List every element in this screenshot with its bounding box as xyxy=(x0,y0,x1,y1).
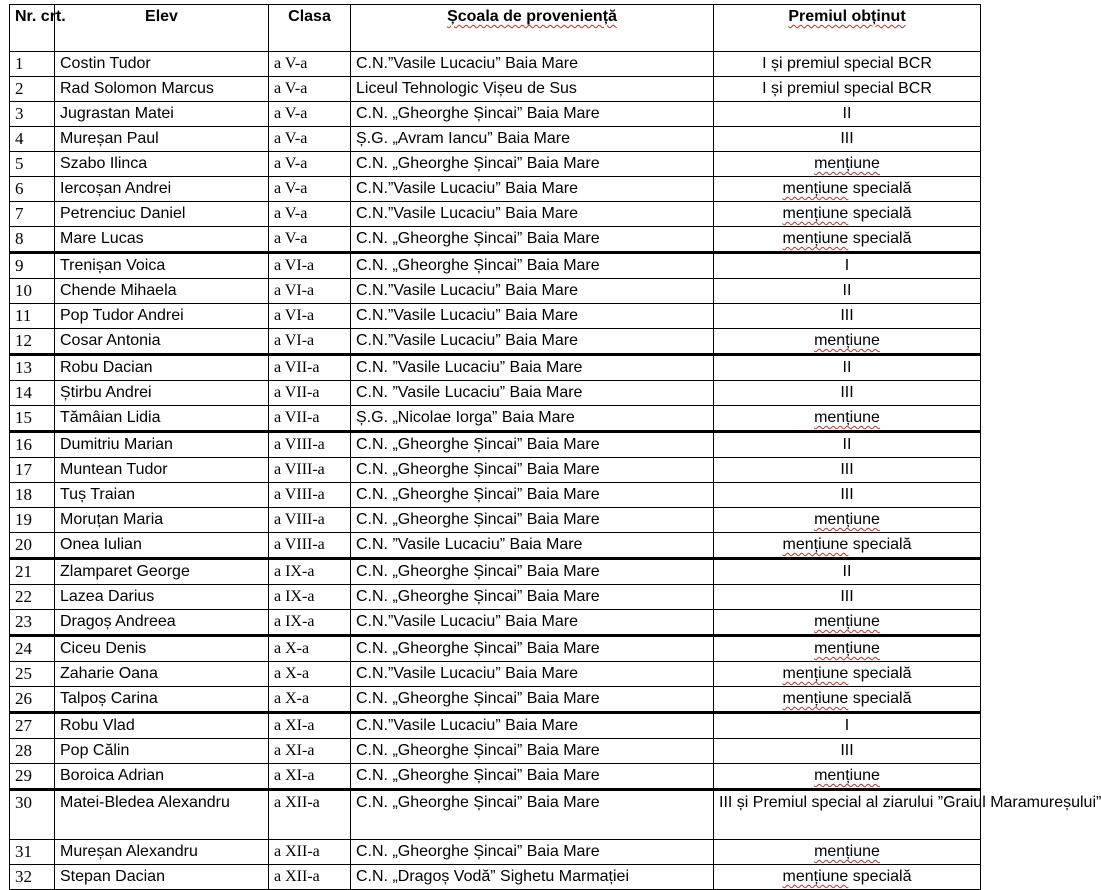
table-row xyxy=(10,687,981,713)
cell-school: C.N.”Vasile Lucaciu” Baia Mare xyxy=(351,304,714,329)
cell-student: Ciceu Denis xyxy=(55,636,269,662)
cell-student: Cosar Antonia xyxy=(55,329,269,355)
cell-school: C.N. „Gheorghe Șincai” Baia Mare xyxy=(351,152,714,177)
cell-prize: mențiune specială xyxy=(714,177,981,202)
cell-prize: III xyxy=(714,381,981,406)
cell-nr: 2 xyxy=(10,77,55,102)
header-nr: Nr. crt. xyxy=(10,5,55,52)
cell-class: a VII-a xyxy=(269,406,351,432)
cell-prize: III xyxy=(714,304,981,329)
table-row xyxy=(10,77,981,102)
cell-nr: 8 xyxy=(10,227,55,253)
cell-nr: 26 xyxy=(10,687,55,713)
cell-student: Mureșan Paul xyxy=(55,127,269,152)
cell-school: C.N. „Gheorghe Șincai” Baia Mare xyxy=(351,840,714,865)
cell-class: a IX-a xyxy=(269,610,351,636)
cell-prize: I xyxy=(714,253,981,279)
cell-prize: II xyxy=(714,355,981,381)
cell-class: a VIII-a xyxy=(269,432,351,458)
cell-class: a VI-a xyxy=(269,253,351,279)
cell-class: a XI-a xyxy=(269,713,351,739)
table-row xyxy=(10,127,981,152)
cell-class: a VIII-a xyxy=(269,508,351,533)
table-row xyxy=(10,355,981,381)
cell-student: Tuș Traian xyxy=(55,483,269,508)
cell-prize: I xyxy=(714,713,981,739)
cell-nr: 6 xyxy=(10,177,55,202)
cell-student: Muntean Tudor xyxy=(55,458,269,483)
cell-student: Mureșan Alexandru xyxy=(55,840,269,865)
cell-prize: II xyxy=(714,102,981,127)
cell-nr: 25 xyxy=(10,662,55,687)
cell-class: a IX-a xyxy=(269,585,351,610)
cell-nr: 20 xyxy=(10,533,55,559)
cell-prize: I și premiul special BCR xyxy=(714,52,981,77)
cell-nr: 16 xyxy=(10,432,55,458)
cell-prize: mențiune xyxy=(714,406,981,432)
cell-prize: mențiune specială xyxy=(714,533,981,559)
cell-nr: 21 xyxy=(10,559,55,585)
cell-school: C.N. „Gheorghe Șincai” Baia Mare xyxy=(351,687,714,713)
results-body xyxy=(10,52,1101,890)
cell-nr: 11 xyxy=(10,304,55,329)
table-row xyxy=(10,533,981,559)
cell-school: C.N.”Vasile Lucaciu” Baia Mare xyxy=(351,329,714,355)
cell-student: Chende Mihaela xyxy=(55,279,269,304)
cell-nr: 13 xyxy=(10,355,55,381)
cell-class: a VIII-a xyxy=(269,483,351,508)
cell-prize: mențiune specială xyxy=(714,227,981,253)
cell-nr: 23 xyxy=(10,610,55,636)
cell-nr: 28 xyxy=(10,739,55,764)
cell-school: Ș.G. „Nicolae Iorga” Baia Mare xyxy=(351,406,714,432)
cell-student: Mare Lucas xyxy=(55,227,269,253)
table-row xyxy=(10,253,981,279)
header-student: Elev xyxy=(55,5,269,52)
table-row xyxy=(10,764,981,790)
cell-nr: 7 xyxy=(10,202,55,227)
table-row xyxy=(10,508,981,533)
header-prize: Premiul obținut xyxy=(714,5,981,52)
cell-school: C.N. „Gheorghe Șincai” Baia Mare xyxy=(351,508,714,533)
cell-prize: mențiune xyxy=(714,508,981,533)
cell-school: C.N. „Gheorghe Șincai” Baia Mare xyxy=(351,636,714,662)
cell-student: Stepan Dacian xyxy=(55,865,269,890)
cell-student: Jugrastan Matei xyxy=(55,102,269,127)
cell-nr: 10 xyxy=(10,279,55,304)
table-row xyxy=(10,713,981,739)
cell-prize: mențiune specială xyxy=(714,202,981,227)
table-row xyxy=(10,610,981,636)
cell-school: C.N. „Gheorghe Șincai” Baia Mare xyxy=(351,102,714,127)
cell-student: Petrenciuc Daniel xyxy=(55,202,269,227)
cell-student: Talpoș Carina xyxy=(55,687,269,713)
table-row xyxy=(10,662,981,687)
cell-school: C.N.”Vasile Lucaciu” Baia Mare xyxy=(351,177,714,202)
cell-school: C.N. ”Vasile Lucaciu” Baia Mare xyxy=(351,381,714,406)
table-row xyxy=(10,279,981,304)
table-row xyxy=(10,406,981,432)
table-row xyxy=(10,202,981,227)
cell-nr: 19 xyxy=(10,508,55,533)
cell-student: Zaharie Oana xyxy=(55,662,269,687)
table-row xyxy=(10,304,981,329)
cell-student: Matei-Bledea Alexandru xyxy=(55,790,269,840)
cell-school: C.N. „Gheorghe Șincai” Baia Mare xyxy=(351,432,714,458)
header-row xyxy=(10,5,981,52)
cell-class: a VI-a xyxy=(269,329,351,355)
cell-class: a VIII-a xyxy=(269,533,351,559)
table-row xyxy=(10,458,981,483)
cell-student: Onea Iulian xyxy=(55,533,269,559)
cell-prize: mențiune xyxy=(714,840,981,865)
header-class: Clasa xyxy=(269,5,351,52)
cell-nr: 31 xyxy=(10,840,55,865)
results-table xyxy=(9,4,1101,890)
cell-student: Costin Tudor xyxy=(55,52,269,77)
cell-school: C.N. „Gheorghe Șincai” Baia Mare xyxy=(351,739,714,764)
table-row xyxy=(10,152,981,177)
cell-school: C.N. „Gheorghe Șincai” Baia Mare xyxy=(351,790,714,840)
cell-class: a V-a xyxy=(269,102,351,127)
cell-class: a XI-a xyxy=(269,764,351,790)
cell-school: C.N. „Gheorghe Șincai” Baia Mare xyxy=(351,559,714,585)
cell-student: Pop Tudor Andrei xyxy=(55,304,269,329)
cell-class: a V-a xyxy=(269,202,351,227)
cell-class: a VII-a xyxy=(269,355,351,381)
cell-class: a X-a xyxy=(269,662,351,687)
cell-student: Tămâian Lidia xyxy=(55,406,269,432)
cell-nr: 15 xyxy=(10,406,55,432)
table-row xyxy=(10,329,981,355)
cell-class: a V-a xyxy=(269,152,351,177)
cell-school: C.N.”Vasile Lucaciu” Baia Mare xyxy=(351,713,714,739)
cell-school: C.N.”Vasile Lucaciu” Baia Mare xyxy=(351,610,714,636)
cell-student: Lazea Darius xyxy=(55,585,269,610)
cell-school: C.N. „Dragoș Vodă” Sighetu Marmației xyxy=(351,865,714,890)
cell-prize: III xyxy=(714,127,981,152)
cell-class: a XI-a xyxy=(269,739,351,764)
cell-student: Moruțan Maria xyxy=(55,508,269,533)
cell-nr: 9 xyxy=(10,253,55,279)
cell-nr: 32 xyxy=(10,865,55,890)
table-row xyxy=(10,840,981,865)
cell-student: Boroica Adrian xyxy=(55,764,269,790)
cell-prize: III xyxy=(714,585,981,610)
table-row xyxy=(10,636,981,662)
cell-student: Iercoșan Andrei xyxy=(55,177,269,202)
cell-student: Robu Dacian xyxy=(55,355,269,381)
cell-nr: 4 xyxy=(10,127,55,152)
cell-class: a X-a xyxy=(269,687,351,713)
cell-school: C.N. „Gheorghe Șincai” Baia Mare xyxy=(351,764,714,790)
cell-nr: 22 xyxy=(10,585,55,610)
table-row xyxy=(10,52,981,77)
cell-prize: III xyxy=(714,483,981,508)
cell-student: Robu Vlad xyxy=(55,713,269,739)
cell-school: C.N.”Vasile Lucaciu” Baia Mare xyxy=(351,662,714,687)
cell-nr: 5 xyxy=(10,152,55,177)
cell-prize: III xyxy=(714,739,981,764)
cell-school: C.N. ”Vasile Lucaciu” Baia Mare xyxy=(351,355,714,381)
cell-prize: II xyxy=(714,559,981,585)
table-row xyxy=(10,102,981,127)
table-row xyxy=(10,559,981,585)
cell-class: a V-a xyxy=(269,177,351,202)
header-school: Școala de proveniență xyxy=(351,5,714,52)
cell-student: Rad Solomon Marcus xyxy=(55,77,269,102)
cell-class: a V-a xyxy=(269,77,351,102)
cell-student: Pop Călin xyxy=(55,739,269,764)
cell-class: a VI-a xyxy=(269,304,351,329)
cell-prize: mențiune specială xyxy=(714,687,981,713)
table-row xyxy=(10,227,981,253)
cell-school: C.N. „Gheorghe Șincai” Baia Mare xyxy=(351,458,714,483)
cell-prize: III și Premiul special al ziarului ”Graiul Maramureșului” xyxy=(714,790,981,840)
cell-prize: I și premiul special BCR xyxy=(714,77,981,102)
cell-nr: 29 xyxy=(10,764,55,790)
table-row xyxy=(10,432,981,458)
cell-school: C.N. „Gheorghe Șincai” Baia Mare xyxy=(351,253,714,279)
cell-class: a VII-a xyxy=(269,381,351,406)
cell-student: Știrbu Andrei xyxy=(55,381,269,406)
cell-school: C.N.”Vasile Lucaciu” Baia Mare xyxy=(351,52,714,77)
cell-student: Szabo Ilinca xyxy=(55,152,269,177)
cell-prize: II xyxy=(714,432,981,458)
cell-prize: mențiune specială xyxy=(714,662,981,687)
cell-nr: 24 xyxy=(10,636,55,662)
table-row xyxy=(10,585,981,610)
cell-nr: 1 xyxy=(10,52,55,77)
cell-prize: mențiune xyxy=(714,610,981,636)
cell-class: a X-a xyxy=(269,636,351,662)
cell-nr: 12 xyxy=(10,329,55,355)
cell-prize: II xyxy=(714,279,981,304)
cell-student: Zlamparet George xyxy=(55,559,269,585)
cell-student: Trenișan Voica xyxy=(55,253,269,279)
cell-class: a XII-a xyxy=(269,865,351,890)
cell-school: C.N.”Vasile Lucaciu” Baia Mare xyxy=(351,279,714,304)
table-row xyxy=(10,865,981,890)
cell-nr: 18 xyxy=(10,483,55,508)
cell-prize: mențiune xyxy=(714,636,981,662)
cell-student: Dumitriu Marian xyxy=(55,432,269,458)
cell-school: C.N. „Gheorghe Șincai” Baia Mare xyxy=(351,585,714,610)
cell-nr: 17 xyxy=(10,458,55,483)
table-row xyxy=(10,739,981,764)
cell-class: a XII-a xyxy=(269,840,351,865)
cell-nr: 3 xyxy=(10,102,55,127)
cell-prize: mențiune xyxy=(714,329,981,355)
cell-nr: 14 xyxy=(10,381,55,406)
cell-school: C.N. „Gheorghe Șincai” Baia Mare xyxy=(351,227,714,253)
cell-school: Ș.G. „Avram Iancu” Baia Mare xyxy=(351,127,714,152)
cell-class: a VI-a xyxy=(269,279,351,304)
cell-school: C.N.”Vasile Lucaciu” Baia Mare xyxy=(351,202,714,227)
cell-nr: 30 xyxy=(10,790,55,840)
cell-prize: mențiune xyxy=(714,152,981,177)
cell-class: a V-a xyxy=(269,52,351,77)
cell-prize: mențiune xyxy=(714,764,981,790)
table-row xyxy=(10,381,981,406)
cell-school: C.N. ”Vasile Lucaciu” Baia Mare xyxy=(351,533,714,559)
table-row xyxy=(10,790,981,840)
cell-prize: mențiune specială xyxy=(714,865,981,890)
table-row xyxy=(10,177,981,202)
cell-class: a IX-a xyxy=(269,559,351,585)
cell-class: a V-a xyxy=(269,127,351,152)
cell-student: Dragoș Andreea xyxy=(55,610,269,636)
cell-nr: 27 xyxy=(10,713,55,739)
cell-prize: III xyxy=(714,458,981,483)
cell-school: Liceul Tehnologic Vișeu de Sus xyxy=(351,77,714,102)
cell-class: a V-a xyxy=(269,227,351,253)
cell-class: a VIII-a xyxy=(269,458,351,483)
table-row xyxy=(10,483,981,508)
cell-class: a XII-a xyxy=(269,790,351,840)
cell-school: C.N. „Gheorghe Șincai” Baia Mare xyxy=(351,483,714,508)
